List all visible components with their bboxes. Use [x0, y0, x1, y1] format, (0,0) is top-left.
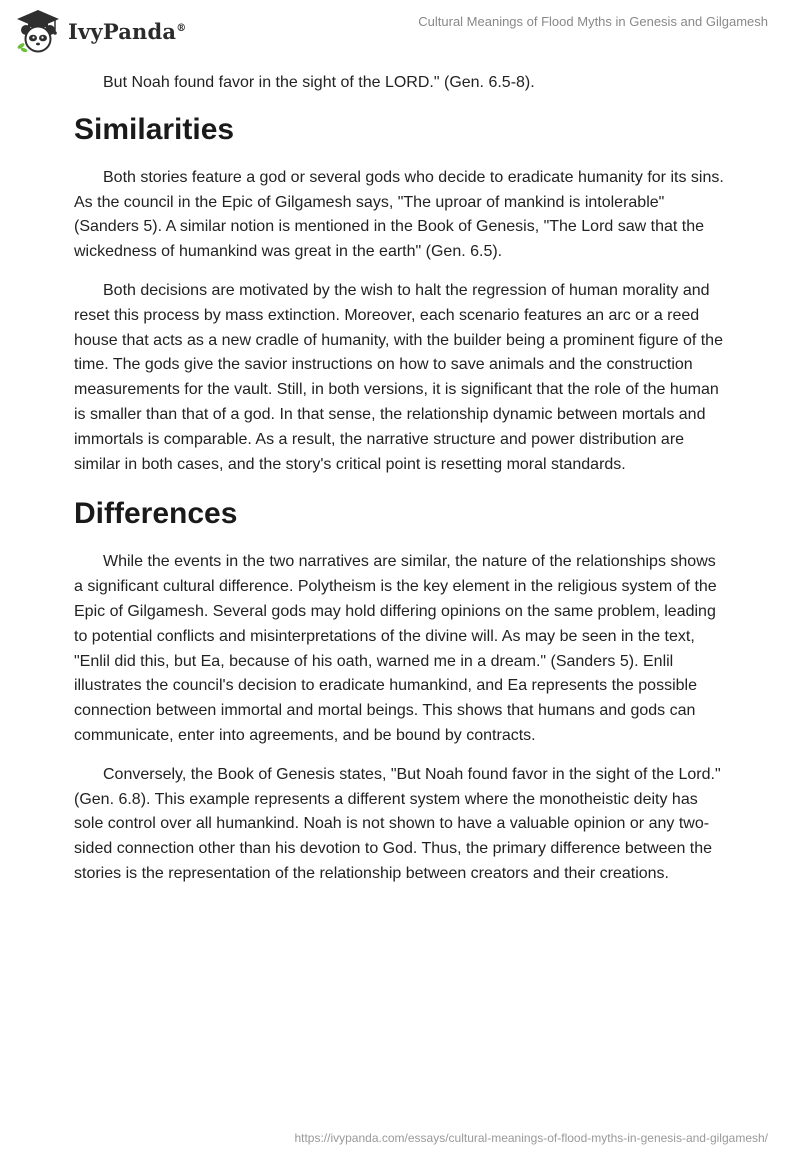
- page-header: [0, 0, 800, 60]
- brand-name: IvyPanda®: [68, 18, 187, 44]
- paragraph: While the events in the two narratives are similar, the nature of the relationships shows a significant cultural difference. Polytheism is the key element in the religious system of the Epic of Gilgamesh. Several gods may hold differing opinions on the same problem, leading to potential conflicts and misinterpretations of the divine will. As may be seen in the text, "Enlil did this, but Ea, because of his oath, warned me in a dream." (Sanders 5). Enlil illustrates the council's decision to eradicate humankind, and Ea represents the possible connection between immortal and mortal beings. This shows that humans and gods can communicate, enter into agreements, and be bound by contracts.: [74, 553, 717, 744]
- paragraph: Both stories feature a god or several gods who decide to eradicate humanity for its sins. As the council in the Epic of Gilgamesh says, "The uproar of mankind is intolerable" (Sanders 5). A similar notion is mentioned in the Book of Genesis, "The Lord saw that the wickedness of humankind was great in the earth" (Gen. 6.5).: [74, 168, 724, 261]
- document-title: Cultural Meanings of Flood Myths in Genesis and Gilgamesh: [418, 14, 768, 29]
- essay-body: [74, 71, 724, 901]
- panda-logo-icon: [14, 8, 62, 54]
- source-url[interactable]: https://ivypanda.com/essays/cultural-meanings-of-flood-myths-in-genesis-and-gilgamesh/: [294, 1131, 768, 1145]
- paragraph: Conversely, the Book of Genesis states, "But Noah found favor in the sight of the Lord." (Gen. 6.8). This example represents a different system where the monotheistic deity has sole control over all humankind. Noah is not shown to have a valuable opinion or any two-sided connection other than his devotion to God. Thus, the primary difference between the stories is the representation of the relationship between creators and their creations.: [74, 765, 721, 882]
- intro-paragraph: But Noah found favor in the sight of the LORD." (Gen. 6.5-8).: [103, 74, 535, 91]
- heading-differences: Differences: [74, 497, 238, 531]
- paragraph: Both decisions are motivated by the wish to halt the regression of human morality and reset this process by mass extinction. Moreover, each scenario features an arc or a reed house that acts as a new cradle of humanity, with the builder being a prominent figure of the time. The gods give the savior instructions on how to save animals and the construction measurements for the vault. Still, in both versions, it is significant that the role of the human is smaller than that of a god. In that sense, the relationship dynamic between mortals and immortals is comparable. As a result, the narrative structure and power distribution are similar in both cases, and the story's critical point is resetting moral standards.: [74, 281, 723, 473]
- ivypanda-logo[interactable]: [14, 8, 186, 54]
- heading-similarities: Similarities: [74, 112, 235, 146]
